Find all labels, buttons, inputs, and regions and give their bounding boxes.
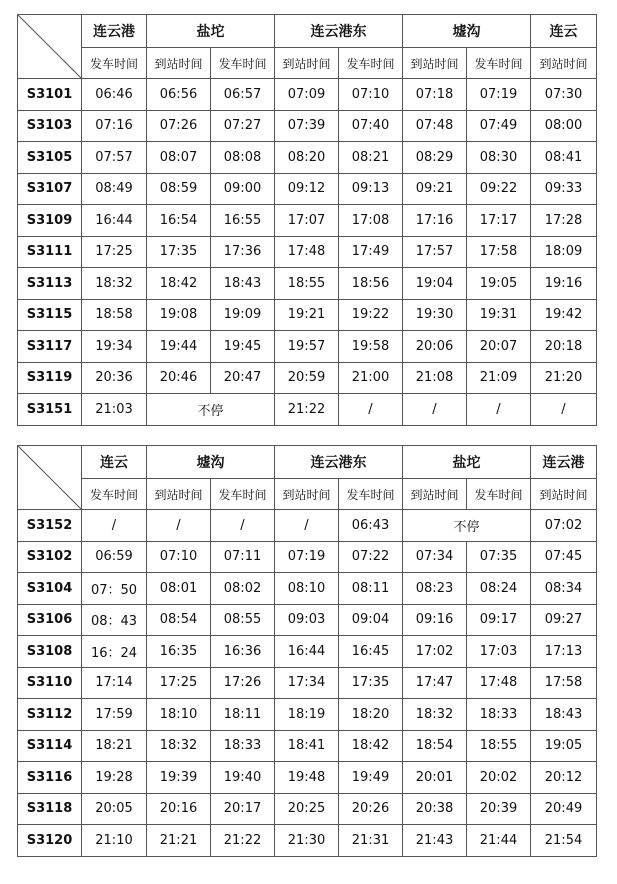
subheader-cell: 到站时间 bbox=[531, 48, 597, 79]
time-cell: 19:05 bbox=[531, 730, 597, 762]
time-cell: 09:13 bbox=[339, 173, 403, 205]
station-header: 连云港 bbox=[82, 15, 147, 48]
time-cell: 17:25 bbox=[82, 236, 147, 268]
timetable-body bbox=[18, 79, 597, 394]
time-cell: 20:39 bbox=[467, 793, 531, 825]
time-cell: 17:48 bbox=[275, 236, 339, 268]
time-cell: 08:30 bbox=[467, 142, 531, 174]
time-cell: 18:56 bbox=[339, 268, 403, 300]
time-cell: 21:43 bbox=[403, 825, 467, 857]
table-row bbox=[18, 173, 597, 205]
time-cell: 19:45 bbox=[211, 331, 275, 363]
time-cell: 20:16 bbox=[147, 793, 211, 825]
time-cell: 17:58 bbox=[467, 236, 531, 268]
time-cell: 08:41 bbox=[531, 142, 597, 174]
time-cell: 19:40 bbox=[211, 762, 275, 794]
table-row bbox=[18, 825, 597, 857]
time-cell: 16:54 bbox=[147, 205, 211, 237]
time-cell: 21:21 bbox=[147, 825, 211, 857]
time-cell: 08:24 bbox=[467, 573, 531, 605]
time-cell: / bbox=[403, 394, 467, 426]
train-number: S3113 bbox=[18, 268, 82, 300]
time-cell: 07:57 bbox=[82, 142, 147, 174]
train-number: S3119 bbox=[18, 362, 82, 394]
time-cell: 19:22 bbox=[339, 299, 403, 331]
time-cell: 19:05 bbox=[467, 268, 531, 300]
time-cell: 09:27 bbox=[531, 604, 597, 636]
time-cell: 17:28 bbox=[531, 205, 597, 237]
time-cell: 17:02 bbox=[403, 636, 467, 668]
time-cell: 16：24 bbox=[82, 636, 147, 668]
time-cell: 21:20 bbox=[531, 362, 597, 394]
time-cell: 18:32 bbox=[147, 730, 211, 762]
time-cell: 07:34 bbox=[403, 541, 467, 573]
time-cell: 18:10 bbox=[147, 699, 211, 731]
time-cell: 21:54 bbox=[531, 825, 597, 857]
time-cell: 18:33 bbox=[467, 699, 531, 731]
table-row bbox=[18, 205, 597, 237]
time-cell: 18:21 bbox=[82, 730, 147, 762]
subheader-cell: 发车时间 bbox=[82, 479, 147, 510]
time-cell: 17:36 bbox=[211, 236, 275, 268]
time-cell: 07:45 bbox=[531, 541, 597, 573]
time-cell: 19:04 bbox=[403, 268, 467, 300]
table-row bbox=[18, 331, 597, 363]
table-row bbox=[18, 793, 597, 825]
time-cell: 17:14 bbox=[82, 667, 147, 699]
train-number: S3103 bbox=[18, 110, 82, 142]
time-cell: 16:45 bbox=[339, 636, 403, 668]
nonstop-cell: 不停 bbox=[147, 394, 275, 426]
table-row bbox=[18, 541, 597, 573]
train-number: S3151 bbox=[18, 394, 82, 426]
time-cell: 07:27 bbox=[211, 110, 275, 142]
time-cell: / bbox=[339, 394, 403, 426]
time-cell: 21:09 bbox=[467, 362, 531, 394]
train-number: S3104 bbox=[18, 573, 82, 605]
time-cell: / bbox=[147, 510, 211, 542]
subheader-cell: 到站时间 bbox=[275, 479, 339, 510]
train-number: S3101 bbox=[18, 79, 82, 111]
time-cell: 20:18 bbox=[531, 331, 597, 363]
time-cell: 19:49 bbox=[339, 762, 403, 794]
time-cell: 17:57 bbox=[403, 236, 467, 268]
time-cell: 08:11 bbox=[339, 573, 403, 605]
time-cell: 07:18 bbox=[403, 79, 467, 111]
time-cell: 21:03 bbox=[82, 394, 147, 426]
station-header-row bbox=[18, 15, 597, 48]
corner-cell bbox=[18, 15, 82, 79]
time-cell: 09:33 bbox=[531, 173, 597, 205]
time-cell: 20:07 bbox=[467, 331, 531, 363]
time-cell: 20:38 bbox=[403, 793, 467, 825]
time-cell: 09:21 bbox=[403, 173, 467, 205]
time-cell: 21:30 bbox=[275, 825, 339, 857]
train-number: S3117 bbox=[18, 331, 82, 363]
time-cell: 17:47 bbox=[403, 667, 467, 699]
time-cell: 07:16 bbox=[82, 110, 147, 142]
train-number: S3105 bbox=[18, 142, 82, 174]
time-cell: 09:16 bbox=[403, 604, 467, 636]
nonstop-cell: 不停 bbox=[403, 510, 531, 542]
table-row bbox=[18, 394, 597, 426]
train-number: S3114 bbox=[18, 730, 82, 762]
time-cell: 18:42 bbox=[147, 268, 211, 300]
time-cell: 08:55 bbox=[211, 604, 275, 636]
time-cell: 16:44 bbox=[82, 205, 147, 237]
time-cell: 08:00 bbox=[531, 110, 597, 142]
table-row bbox=[18, 362, 597, 394]
station-header: 连云 bbox=[82, 446, 147, 479]
diagonal-divider-icon bbox=[18, 15, 81, 78]
time-cell: 18:11 bbox=[211, 699, 275, 731]
train-number: S3107 bbox=[18, 173, 82, 205]
time-cell: 21:08 bbox=[403, 362, 467, 394]
subheader-cell: 发车时间 bbox=[339, 479, 403, 510]
time-cell: 21:22 bbox=[211, 825, 275, 857]
time-cell: 07:49 bbox=[467, 110, 531, 142]
train-number: S3108 bbox=[18, 636, 82, 668]
time-cell: 18:42 bbox=[339, 730, 403, 762]
time-cell: 07:40 bbox=[339, 110, 403, 142]
station-header: 连云港 bbox=[531, 446, 597, 479]
table-row bbox=[18, 730, 597, 762]
time-cell: 08:59 bbox=[147, 173, 211, 205]
station-header: 盐坨 bbox=[147, 15, 275, 48]
time-cell: 17:59 bbox=[82, 699, 147, 731]
time-cell: 16:55 bbox=[211, 205, 275, 237]
time-cell: 07:19 bbox=[275, 541, 339, 573]
time-cell: 18:55 bbox=[275, 268, 339, 300]
time-cell: 09:03 bbox=[275, 604, 339, 636]
time-cell: 08:54 bbox=[147, 604, 211, 636]
subheader-cell: 到站时间 bbox=[275, 48, 339, 79]
time-cell: 08:10 bbox=[275, 573, 339, 605]
time-cell: 20:49 bbox=[531, 793, 597, 825]
time-cell: 17:08 bbox=[339, 205, 403, 237]
time-cell: 17:17 bbox=[467, 205, 531, 237]
train-number: S3112 bbox=[18, 699, 82, 731]
time-cell: 17:58 bbox=[531, 667, 597, 699]
time-cell: 06:43 bbox=[339, 510, 403, 542]
time-cell: 17:34 bbox=[275, 667, 339, 699]
time-cell: 09:04 bbox=[339, 604, 403, 636]
time-cell: 19:48 bbox=[275, 762, 339, 794]
time-cell: 08:23 bbox=[403, 573, 467, 605]
time-cell: 20:47 bbox=[211, 362, 275, 394]
time-cell: / bbox=[467, 394, 531, 426]
train-number: S3152 bbox=[18, 510, 82, 542]
time-cell: 17:07 bbox=[275, 205, 339, 237]
station-header: 连云港东 bbox=[275, 15, 403, 48]
subheader-cell: 到站时间 bbox=[147, 48, 211, 79]
time-cell: 19:30 bbox=[403, 299, 467, 331]
table-row bbox=[18, 268, 597, 300]
time-cell: 21:22 bbox=[275, 394, 339, 426]
time-cell: 18:32 bbox=[82, 268, 147, 300]
time-cell: / bbox=[531, 394, 597, 426]
train-number: S3106 bbox=[18, 604, 82, 636]
timetable-inbound bbox=[17, 445, 597, 857]
time-cell: 18:41 bbox=[275, 730, 339, 762]
train-number: S3116 bbox=[18, 762, 82, 794]
time-cell: 18:32 bbox=[403, 699, 467, 731]
time-cell: 21:10 bbox=[82, 825, 147, 857]
time-cell: 06:59 bbox=[82, 541, 147, 573]
table-row bbox=[18, 79, 597, 111]
time-cell: 17:35 bbox=[147, 236, 211, 268]
time-cell: 18:58 bbox=[82, 299, 147, 331]
station-header: 盐坨 bbox=[403, 446, 531, 479]
time-cell: 20:05 bbox=[82, 793, 147, 825]
time-cell: 08:20 bbox=[275, 142, 339, 174]
time-cell: 20:06 bbox=[403, 331, 467, 363]
subheader-cell: 发车时间 bbox=[467, 479, 531, 510]
subheader-cell: 发车时间 bbox=[82, 48, 147, 79]
time-cell: 06:46 bbox=[82, 79, 147, 111]
time-cell: 06:57 bbox=[211, 79, 275, 111]
time-cell: 19:34 bbox=[82, 331, 147, 363]
subheader-cell: 到站时间 bbox=[147, 479, 211, 510]
time-cell: 19:31 bbox=[467, 299, 531, 331]
time-cell: 19:42 bbox=[531, 299, 597, 331]
table-row bbox=[18, 699, 597, 731]
time-cell: 19:09 bbox=[211, 299, 275, 331]
train-number: S3120 bbox=[18, 825, 82, 857]
time-cell: 08:29 bbox=[403, 142, 467, 174]
subheader-cell: 到站时间 bbox=[403, 479, 467, 510]
time-cell: 07:30 bbox=[531, 79, 597, 111]
timetable-body bbox=[18, 541, 597, 856]
table-row bbox=[18, 636, 597, 668]
time-cell: 19:21 bbox=[275, 299, 339, 331]
table-row bbox=[18, 142, 597, 174]
time-cell: 17:35 bbox=[339, 667, 403, 699]
time-cell: 18:33 bbox=[211, 730, 275, 762]
train-number: S3115 bbox=[18, 299, 82, 331]
time-cell: 17:13 bbox=[531, 636, 597, 668]
table-row bbox=[18, 510, 597, 542]
time-cell: 07：50 bbox=[82, 573, 147, 605]
time-cell: 08：43 bbox=[82, 604, 147, 636]
time-cell: 20:26 bbox=[339, 793, 403, 825]
train-number: S3109 bbox=[18, 205, 82, 237]
time-cell: 07:19 bbox=[467, 79, 531, 111]
train-number: S3102 bbox=[18, 541, 82, 573]
time-cell: 19:39 bbox=[147, 762, 211, 794]
subheader-cell: 到站时间 bbox=[531, 479, 597, 510]
time-cell: 19:08 bbox=[147, 299, 211, 331]
table-row bbox=[18, 299, 597, 331]
time-cell: / bbox=[275, 510, 339, 542]
time-cell: 20:36 bbox=[82, 362, 147, 394]
train-number: S3110 bbox=[18, 667, 82, 699]
station-header: 连云港东 bbox=[275, 446, 403, 479]
timetable-outbound bbox=[17, 14, 597, 426]
time-cell: 07:10 bbox=[147, 541, 211, 573]
time-cell: 07:39 bbox=[275, 110, 339, 142]
subheader-cell: 发车时间 bbox=[339, 48, 403, 79]
time-cell: 17:03 bbox=[467, 636, 531, 668]
time-cell: 08:02 bbox=[211, 573, 275, 605]
time-cell: 21:00 bbox=[339, 362, 403, 394]
time-cell: 18:09 bbox=[531, 236, 597, 268]
time-cell: 07:35 bbox=[467, 541, 531, 573]
time-cell: 18:43 bbox=[531, 699, 597, 731]
time-cell: 07:26 bbox=[147, 110, 211, 142]
time-cell: / bbox=[82, 510, 147, 542]
time-cell: 19:57 bbox=[275, 331, 339, 363]
time-cell: 09:12 bbox=[275, 173, 339, 205]
time-cell: 20:46 bbox=[147, 362, 211, 394]
subheader-row bbox=[18, 48, 597, 79]
corner-cell bbox=[18, 446, 82, 510]
time-cell: 09:00 bbox=[211, 173, 275, 205]
time-cell: 18:19 bbox=[275, 699, 339, 731]
time-cell: 17:48 bbox=[467, 667, 531, 699]
time-cell: 19:58 bbox=[339, 331, 403, 363]
time-cell: 20:12 bbox=[531, 762, 597, 794]
time-cell: 21:31 bbox=[339, 825, 403, 857]
station-header: 墟沟 bbox=[403, 15, 531, 48]
time-cell: 08:34 bbox=[531, 573, 597, 605]
time-cell: 08:21 bbox=[339, 142, 403, 174]
time-cell: 18:55 bbox=[467, 730, 531, 762]
time-cell: 07:10 bbox=[339, 79, 403, 111]
time-cell: 17:25 bbox=[147, 667, 211, 699]
time-cell: 16:36 bbox=[211, 636, 275, 668]
time-cell: 07:48 bbox=[403, 110, 467, 142]
table-row bbox=[18, 110, 597, 142]
time-cell: 16:35 bbox=[147, 636, 211, 668]
time-cell: / bbox=[211, 510, 275, 542]
time-cell: 20:25 bbox=[275, 793, 339, 825]
time-cell: 08:08 bbox=[211, 142, 275, 174]
time-cell: 07:02 bbox=[531, 510, 597, 542]
time-cell: 07:11 bbox=[211, 541, 275, 573]
station-header: 墟沟 bbox=[147, 446, 275, 479]
table-row bbox=[18, 604, 597, 636]
subheader-cell: 到站时间 bbox=[403, 48, 467, 79]
time-cell: 18:54 bbox=[403, 730, 467, 762]
time-cell: 18:20 bbox=[339, 699, 403, 731]
time-cell: 21:44 bbox=[467, 825, 531, 857]
table-row bbox=[18, 236, 597, 268]
time-cell: 18:43 bbox=[211, 268, 275, 300]
time-cell: 09:22 bbox=[467, 173, 531, 205]
time-cell: 16:44 bbox=[275, 636, 339, 668]
time-cell: 08:49 bbox=[82, 173, 147, 205]
time-cell: 08:07 bbox=[147, 142, 211, 174]
time-cell: 17:49 bbox=[339, 236, 403, 268]
station-header: 连云 bbox=[531, 15, 597, 48]
subheader-cell: 发车时间 bbox=[211, 479, 275, 510]
time-cell: 20:02 bbox=[467, 762, 531, 794]
subheader-cell: 发车时间 bbox=[467, 48, 531, 79]
table-row bbox=[18, 667, 597, 699]
subheader-cell: 发车时间 bbox=[211, 48, 275, 79]
diagonal-divider-icon bbox=[18, 446, 81, 509]
time-cell: 20:17 bbox=[211, 793, 275, 825]
table-row bbox=[18, 573, 597, 605]
time-cell: 07:22 bbox=[339, 541, 403, 573]
train-number: S3111 bbox=[18, 236, 82, 268]
time-cell: 07:09 bbox=[275, 79, 339, 111]
time-cell: 17:16 bbox=[403, 205, 467, 237]
table-row bbox=[18, 762, 597, 794]
time-cell: 19:28 bbox=[82, 762, 147, 794]
time-cell: 20:01 bbox=[403, 762, 467, 794]
time-cell: 19:16 bbox=[531, 268, 597, 300]
time-cell: 19:44 bbox=[147, 331, 211, 363]
time-cell: 08:01 bbox=[147, 573, 211, 605]
time-cell: 09:17 bbox=[467, 604, 531, 636]
subheader-row bbox=[18, 479, 597, 510]
train-number: S3118 bbox=[18, 793, 82, 825]
time-cell: 17:26 bbox=[211, 667, 275, 699]
station-header-row bbox=[18, 446, 597, 479]
time-cell: 06:56 bbox=[147, 79, 211, 111]
time-cell: 20:59 bbox=[275, 362, 339, 394]
